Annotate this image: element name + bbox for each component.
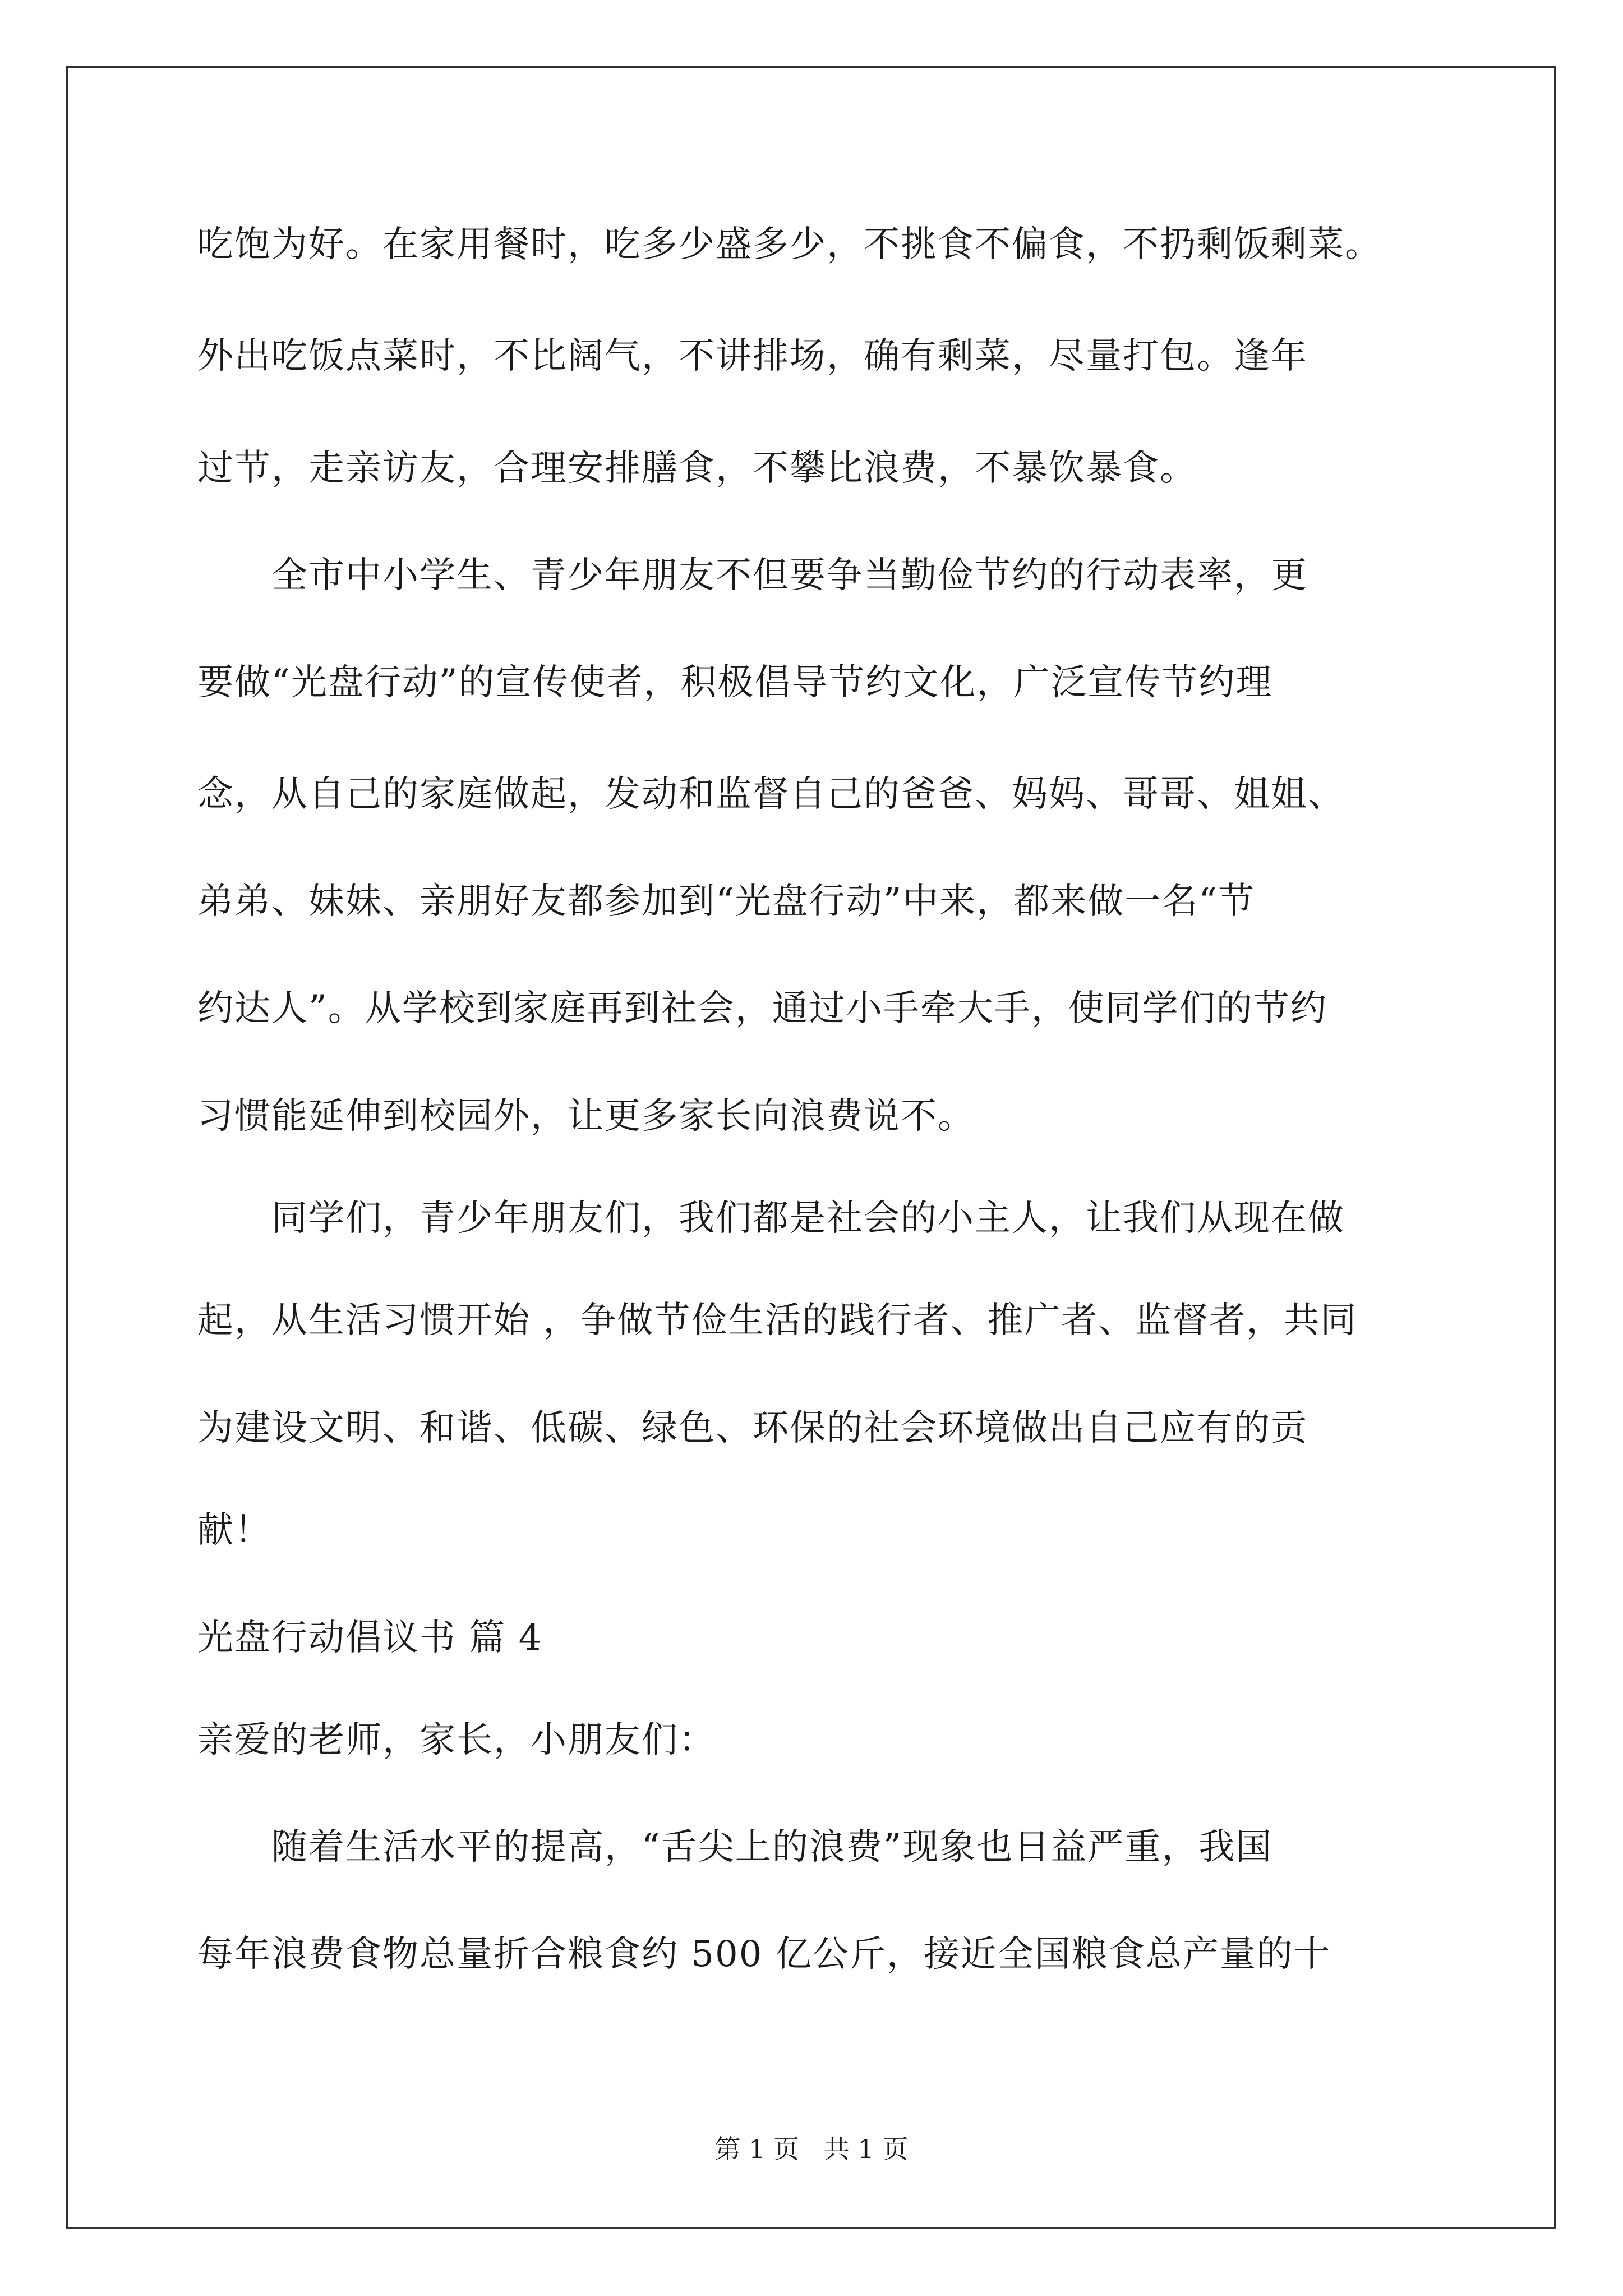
text-line-16: 随着生活水平的提高，“舌尖上的浪费”现象也日益严重，我国 [197, 1826, 1273, 1868]
text-line-4: 全市中小学生、青少年朋友不但要争当勤俭节约的行动表率，更 [197, 555, 1308, 596]
text-line-2: 外出吃饭点菜时，不比阔气，不讲排场，确有剩菜，尽量打包。逢年 [197, 335, 1308, 377]
text-line-8: 约达人”。从学校到家庭再到社会，通过小手牵大手，使同学们的节约 [197, 988, 1327, 1029]
text-line-11: 起，从生活习惯开始 ，争做节俭生活的践行者、推广者、监督者，共同 [197, 1300, 1358, 1341]
greeting-line: 亲爱的老师，家长，小朋友们： [197, 1719, 716, 1761]
page-border [66, 66, 1556, 2229]
text-line-17: 每年浪费食物总量折合粮食约 500 亿公斤，接近全国粮食总产量的十 [197, 1934, 1331, 1975]
text-line-13: 献！ [197, 1510, 271, 1551]
text-line-6: 念，从自己的家庭做起，发动和监督自己的爸爸、妈妈、哥哥、姐姐、 [197, 774, 1345, 815]
text-line-12: 为建设文明、和谐、低碳、绿色、环保的社会环境做出自己应有的贡 [197, 1407, 1308, 1449]
text-line-9: 习惯能延伸到校园外，让更多家长向浪费说不。 [197, 1096, 975, 1137]
text-line-5: 要做“光盘行动”的宣传使者，积极倡导节约文化，广泛宣传节约理 [197, 662, 1273, 703]
section-heading: 光盘行动倡议书 篇 4 [197, 1617, 543, 1659]
text-line-10: 同学们，青少年朋友们，我们都是社会的小主人，让我们从现在做 [197, 1198, 1345, 1239]
text-line-3: 过节，走亲访友，合理安排膳食，不攀比浪费，不暴饮暴食。 [197, 448, 1197, 489]
text-line-7: 弟弟、妹妹、亲朋好友都参加到“光盘行动”中来，都来做一名“节 [197, 881, 1256, 922]
page-footer: 第 1 页 共 1 页 [714, 2134, 909, 2164]
text-line-1: 吃饱为好。在家用餐时，吃多少盛多少，不挑食不偏食，不扔剩饭剩菜。 [197, 224, 1382, 265]
